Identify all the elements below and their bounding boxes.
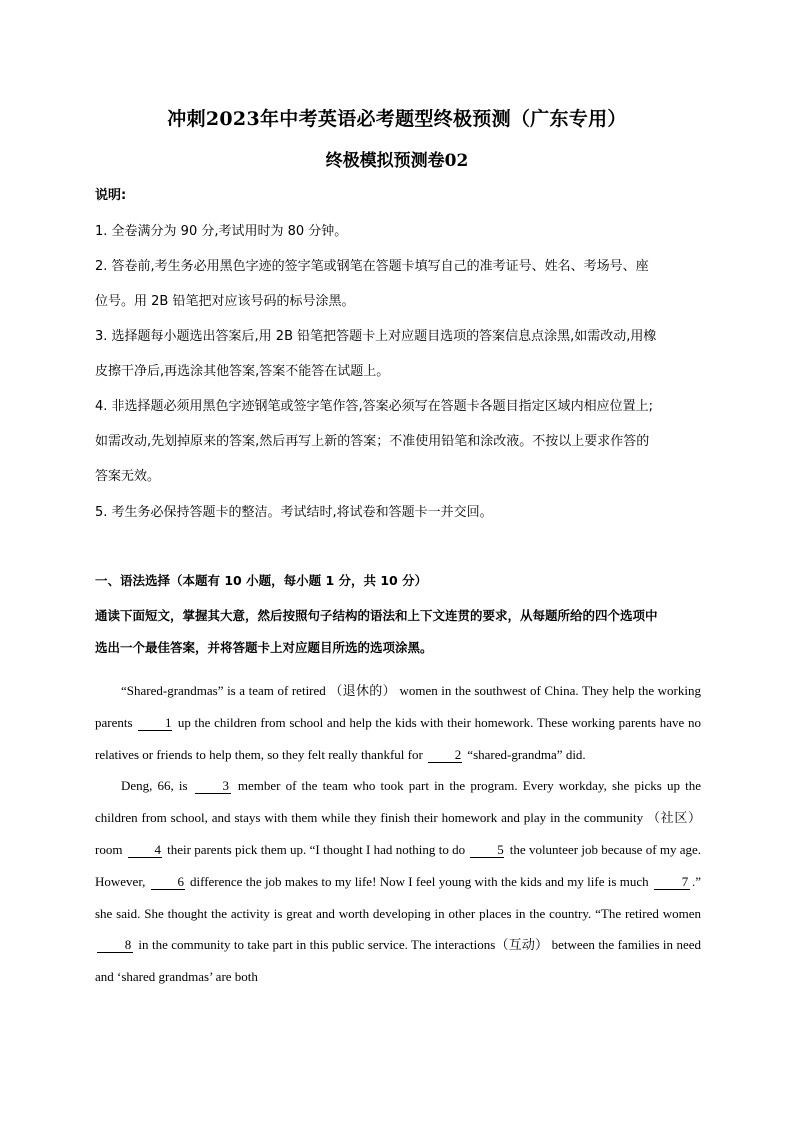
passage-text: member of the team who took part in the program. Every workday, she picks up the children from school, and stays with them while they finish their homework and play in the community （社区） room (95, 778, 701, 857)
passage-text: their parents pick them up. “I thought I had nothing to do (167, 841, 466, 857)
blank-3: 3 (195, 779, 231, 794)
passage-text: Deng, 66, is (121, 778, 188, 794)
instruction-line-5: 皮擦干净后,再选涂其他答案,答案不能答在试题上。 (95, 364, 390, 379)
passage-text: in the community to take part in this public service. The interactions（互动） between the families in need and ‘shared grandmas’ are both (95, 937, 701, 985)
passage-text: up the children from school and help the kids with their homework. These working parents have no relatives or friends to help them, so they felt really thankful for (95, 714, 702, 762)
instruction-line-6: 4. 非选择题必须用黑色字迹钢笔或签字笔作答,答案必须写在答题卡各题目指定区域内相应位置上; (95, 399, 654, 414)
blank-1: 1 (138, 716, 172, 731)
instruction-line-1: 1. 全卷满分为 90 分,考试用时为 80 分钟。 (95, 224, 348, 239)
instruction-line-7: 如需改动,先划掉原来的答案,然后再写上新的答案；不准使用铅笔和涂改液。不按以上要求作答的 (95, 434, 650, 449)
blank-8: 8 (97, 938, 133, 953)
passage-paragraph-1 (95, 675, 701, 770)
blank-7: 7 (654, 875, 690, 890)
section-directions-1: 通读下面短文，掌握其大意，然后按照句子结构的语法和上下文连贯的要求，从每题所给的四个选项中 (95, 608, 658, 623)
passage-paragraph-2 (95, 770, 701, 993)
blank-6: 6 (151, 875, 185, 890)
instruction-line-3: 位号。用 2B 铅笔把对应该号码的标号涂黑。 (95, 294, 355, 309)
instruction-line-4: 3. 选择题每小题选出答案后,用 2B 铅笔把答题卡上对应题目选项的答案信息点涂黑,如需改动,用橡 (95, 329, 657, 344)
blank-2: 2 (428, 748, 462, 763)
document-subtitle: 终极模拟预测卷02 (325, 151, 469, 171)
passage-text: .” she said. She thought the activity is great and worth developing in other places in the country. “The retired women (95, 873, 701, 921)
blank-5: 5 (470, 843, 504, 858)
passage-text: the volunteer job because of my age. However, (95, 841, 702, 889)
instruction-line-2: 2. 答卷前,考生务必用黑色字迹的签字笔或钢笔在答题卡填写自己的准考证号、姓名、考场号、座 (95, 259, 649, 274)
document-title: 冲刺2023年中考英语必考题型终极预测（广东专用） (167, 108, 627, 130)
blank-4: 4 (128, 843, 162, 858)
passage-text: difference the job makes to my life! Now I feel young with the kids and my life is much (190, 873, 649, 889)
instructions-label: 说明: (95, 188, 127, 203)
reading-passage (95, 675, 701, 993)
passage-text: “Shared-grandmas” is a team of retired （退休的） women in the southwest of China. They help the working parents (95, 683, 701, 730)
instruction-line-9: 5. 考生务必保持答题卡的整洁。考试结时,将试卷和答题卡一并交回。 (95, 505, 493, 520)
passage-text: “shared-grandma” did. (467, 746, 586, 762)
section-heading: 一、语法选择（本题有 10 小题，每小题 1 分，共 10 分） (95, 573, 428, 588)
instruction-line-8: 答案无效。 (95, 469, 161, 484)
section-directions-2: 选出一个最佳答案，并将答题卡上对应题目所选的选项涂黑。 (95, 640, 433, 655)
